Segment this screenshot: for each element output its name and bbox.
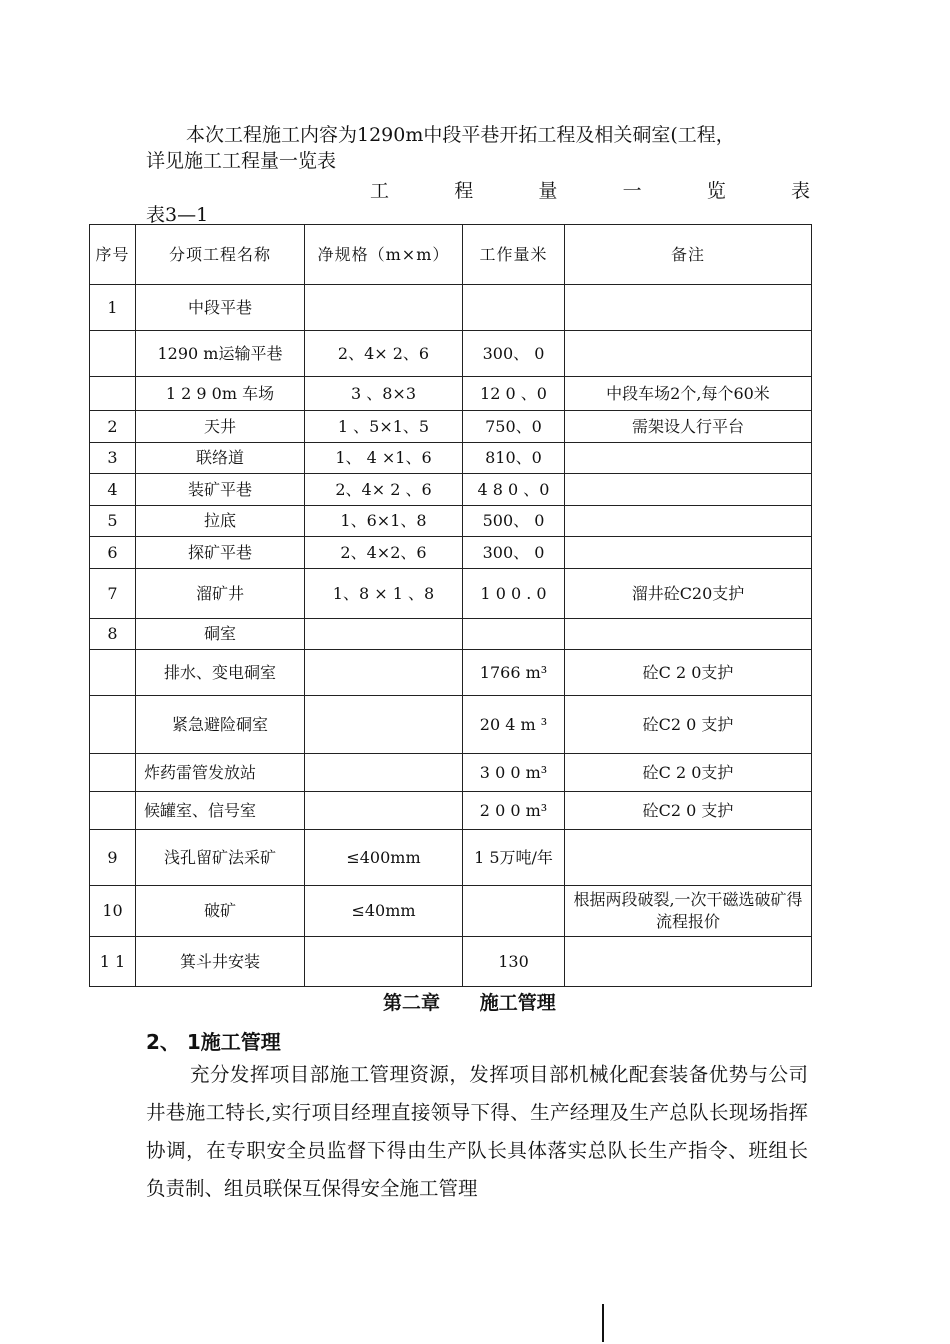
- cell-spec: [305, 937, 463, 987]
- page-edge-mark: [602, 1304, 604, 1342]
- cell-qty: 1766 m³: [463, 650, 565, 696]
- cell-note: 溜井砼C20支护: [565, 569, 812, 619]
- cell-note: [565, 937, 812, 987]
- body-paragraph: 充分发挥项目部施工管理资源，发挥项目部机械化配套装备优势与公司井巷施工特长,实行项目经理直接领导下得、生产经理及生产总队长现场指挥协调，在专职安全员监督下得由生产队长具体落实总队长生产指令、班组长负责制、组员联保互保得安全施工管理: [146, 1063, 808, 1200]
- cell-qty: 130: [463, 937, 565, 987]
- table-row: [90, 537, 812, 569]
- table-row: [90, 696, 812, 754]
- cell-qty: 1 5万吨/年: [463, 830, 565, 886]
- table-row: [90, 377, 812, 411]
- table-title-char: 览: [706, 180, 726, 202]
- table-row: [90, 443, 812, 474]
- cell-no: [90, 377, 136, 411]
- cell-name: 1 2 9 0m 车场: [136, 377, 305, 411]
- cell-name: 箕斗井安装: [136, 937, 305, 987]
- cell-note: 砼C2 0 支护: [565, 792, 812, 830]
- cell-no: 4: [90, 474, 136, 506]
- cell-note: 砼C 2 0支护: [565, 754, 812, 792]
- cell-name: 探矿平巷: [136, 537, 305, 569]
- cell-spec: 1、 4 ×1、6: [305, 443, 463, 474]
- cell-spec: 2、4×2、6: [305, 537, 463, 569]
- cell-no: 9: [90, 830, 136, 886]
- table-row: [90, 331, 812, 377]
- cell-name: 排水、变电硐室: [136, 650, 305, 696]
- header-note: 备注: [565, 225, 812, 285]
- intro-line-2: 详见施工工程量一览表: [146, 150, 337, 172]
- cell-no: [90, 754, 136, 792]
- cell-note: 需架设人行平台: [565, 411, 812, 443]
- header-no: 序号: [90, 225, 136, 285]
- cell-qty: [463, 619, 565, 650]
- cell-qty: 300、 0: [463, 331, 565, 377]
- table-row: [90, 569, 812, 619]
- table-row: [90, 619, 812, 650]
- cell-spec: [305, 792, 463, 830]
- cell-name: 联络道: [136, 443, 305, 474]
- cell-no: [90, 331, 136, 377]
- cell-spec: 1、8 × 1 、8: [305, 569, 463, 619]
- cell-note: [565, 331, 812, 377]
- header-name: 分项工程名称: [136, 225, 305, 285]
- cell-no: 3: [90, 443, 136, 474]
- cell-no: 7: [90, 569, 136, 619]
- cell-name: 天井: [136, 411, 305, 443]
- cell-name: 拉底: [136, 506, 305, 537]
- cell-name: 破矿: [136, 886, 305, 937]
- table-row: [90, 506, 812, 537]
- chapter-title: 第二章 施工管理: [383, 992, 556, 1014]
- cell-name: 1290 m运输平巷: [136, 331, 305, 377]
- cell-name: 浅孔留矿法采矿: [136, 830, 305, 886]
- cell-name: 溜矿井: [136, 569, 305, 619]
- table-body: [90, 285, 812, 987]
- table-title-char: 一: [622, 180, 642, 202]
- cell-spec: 1、6×1、8: [305, 506, 463, 537]
- cell-no: 1 1: [90, 937, 136, 987]
- cell-no: [90, 696, 136, 754]
- cell-qty: 300、 0: [463, 537, 565, 569]
- table-title-char: 工: [370, 180, 390, 202]
- cell-spec: [305, 650, 463, 696]
- cell-qty: 4 8 0 、0: [463, 474, 565, 506]
- table-header-row: [90, 225, 812, 285]
- table-row: [90, 474, 812, 506]
- cell-qty: 12 0 、0: [463, 377, 565, 411]
- cell-note: [565, 285, 812, 331]
- cell-no: 5: [90, 506, 136, 537]
- cell-note: [565, 506, 812, 537]
- table-title-char: 表: [790, 180, 810, 202]
- cell-spec: [305, 754, 463, 792]
- cell-note: 砼C 2 0支护: [565, 650, 812, 696]
- cell-note: [565, 443, 812, 474]
- cell-spec: 2、4× 2 、6: [305, 474, 463, 506]
- cell-note: [565, 474, 812, 506]
- header-spec: 净规格（m×m）: [305, 225, 463, 285]
- cell-note: 砼C2 0 支护: [565, 696, 812, 754]
- section-title: 2、 1施工管理: [146, 1030, 281, 1054]
- cell-qty: 2 0 0 m³: [463, 792, 565, 830]
- cell-qty: 500、 0: [463, 506, 565, 537]
- cell-qty: 3 0 0 m³: [463, 754, 565, 792]
- table-row: [90, 411, 812, 443]
- cell-spec: [305, 619, 463, 650]
- table-title-char: 量: [538, 180, 558, 202]
- cell-no: [90, 650, 136, 696]
- cell-qty: 750、0: [463, 411, 565, 443]
- cell-no: 1: [90, 285, 136, 331]
- intro-line-1: 本次工程施工内容为1290m中段平巷开拓工程及相关硐室(工程，: [186, 124, 735, 146]
- cell-name: 候罐室、信号室: [136, 792, 305, 830]
- cell-note: 中段车场2个,每个60米: [565, 377, 812, 411]
- table-row: [90, 285, 812, 331]
- table-title: [370, 176, 810, 203]
- cell-spec: 3 、8×3: [305, 377, 463, 411]
- cell-spec: [305, 285, 463, 331]
- cell-note: 根据两段破裂,一次干磁选破矿得流程报价: [565, 886, 812, 937]
- cell-name: 中段平巷: [136, 285, 305, 331]
- cell-qty: 20 4 m ³: [463, 696, 565, 754]
- cell-name: 炸药雷管发放站: [136, 754, 305, 792]
- table-row: [90, 792, 812, 830]
- cell-name: 硐室: [136, 619, 305, 650]
- cell-no: 6: [90, 537, 136, 569]
- table-row: [90, 830, 812, 886]
- cell-spec: [305, 696, 463, 754]
- cell-no: 10: [90, 886, 136, 937]
- table-title-char: 程: [454, 180, 474, 202]
- table-row: [90, 886, 812, 937]
- cell-no: [90, 792, 136, 830]
- cell-spec: ≤400mm: [305, 830, 463, 886]
- header-qty: 工作量米: [463, 225, 565, 285]
- cell-no: 8: [90, 619, 136, 650]
- cell-note: [565, 830, 812, 886]
- table-row: [90, 650, 812, 696]
- cell-spec: 1 、5×1、5: [305, 411, 463, 443]
- cell-qty: 1 0 0 . 0: [463, 569, 565, 619]
- cell-no: 2: [90, 411, 136, 443]
- intro-paragraph: [146, 122, 816, 174]
- table-row: [90, 754, 812, 792]
- cell-note: [565, 537, 812, 569]
- cell-name: 紧急避险硐室: [136, 696, 305, 754]
- quantity-table: [89, 224, 812, 987]
- cell-name: 装矿平巷: [136, 474, 305, 506]
- table-row: [90, 937, 812, 987]
- cell-qty: [463, 285, 565, 331]
- cell-qty: [463, 886, 565, 937]
- cell-qty: 810、0: [463, 443, 565, 474]
- cell-spec: ≤40mm: [305, 886, 463, 937]
- cell-note: [565, 619, 812, 650]
- cell-spec: 2、4× 2、6: [305, 331, 463, 377]
- table-number: 表3—1: [146, 204, 209, 226]
